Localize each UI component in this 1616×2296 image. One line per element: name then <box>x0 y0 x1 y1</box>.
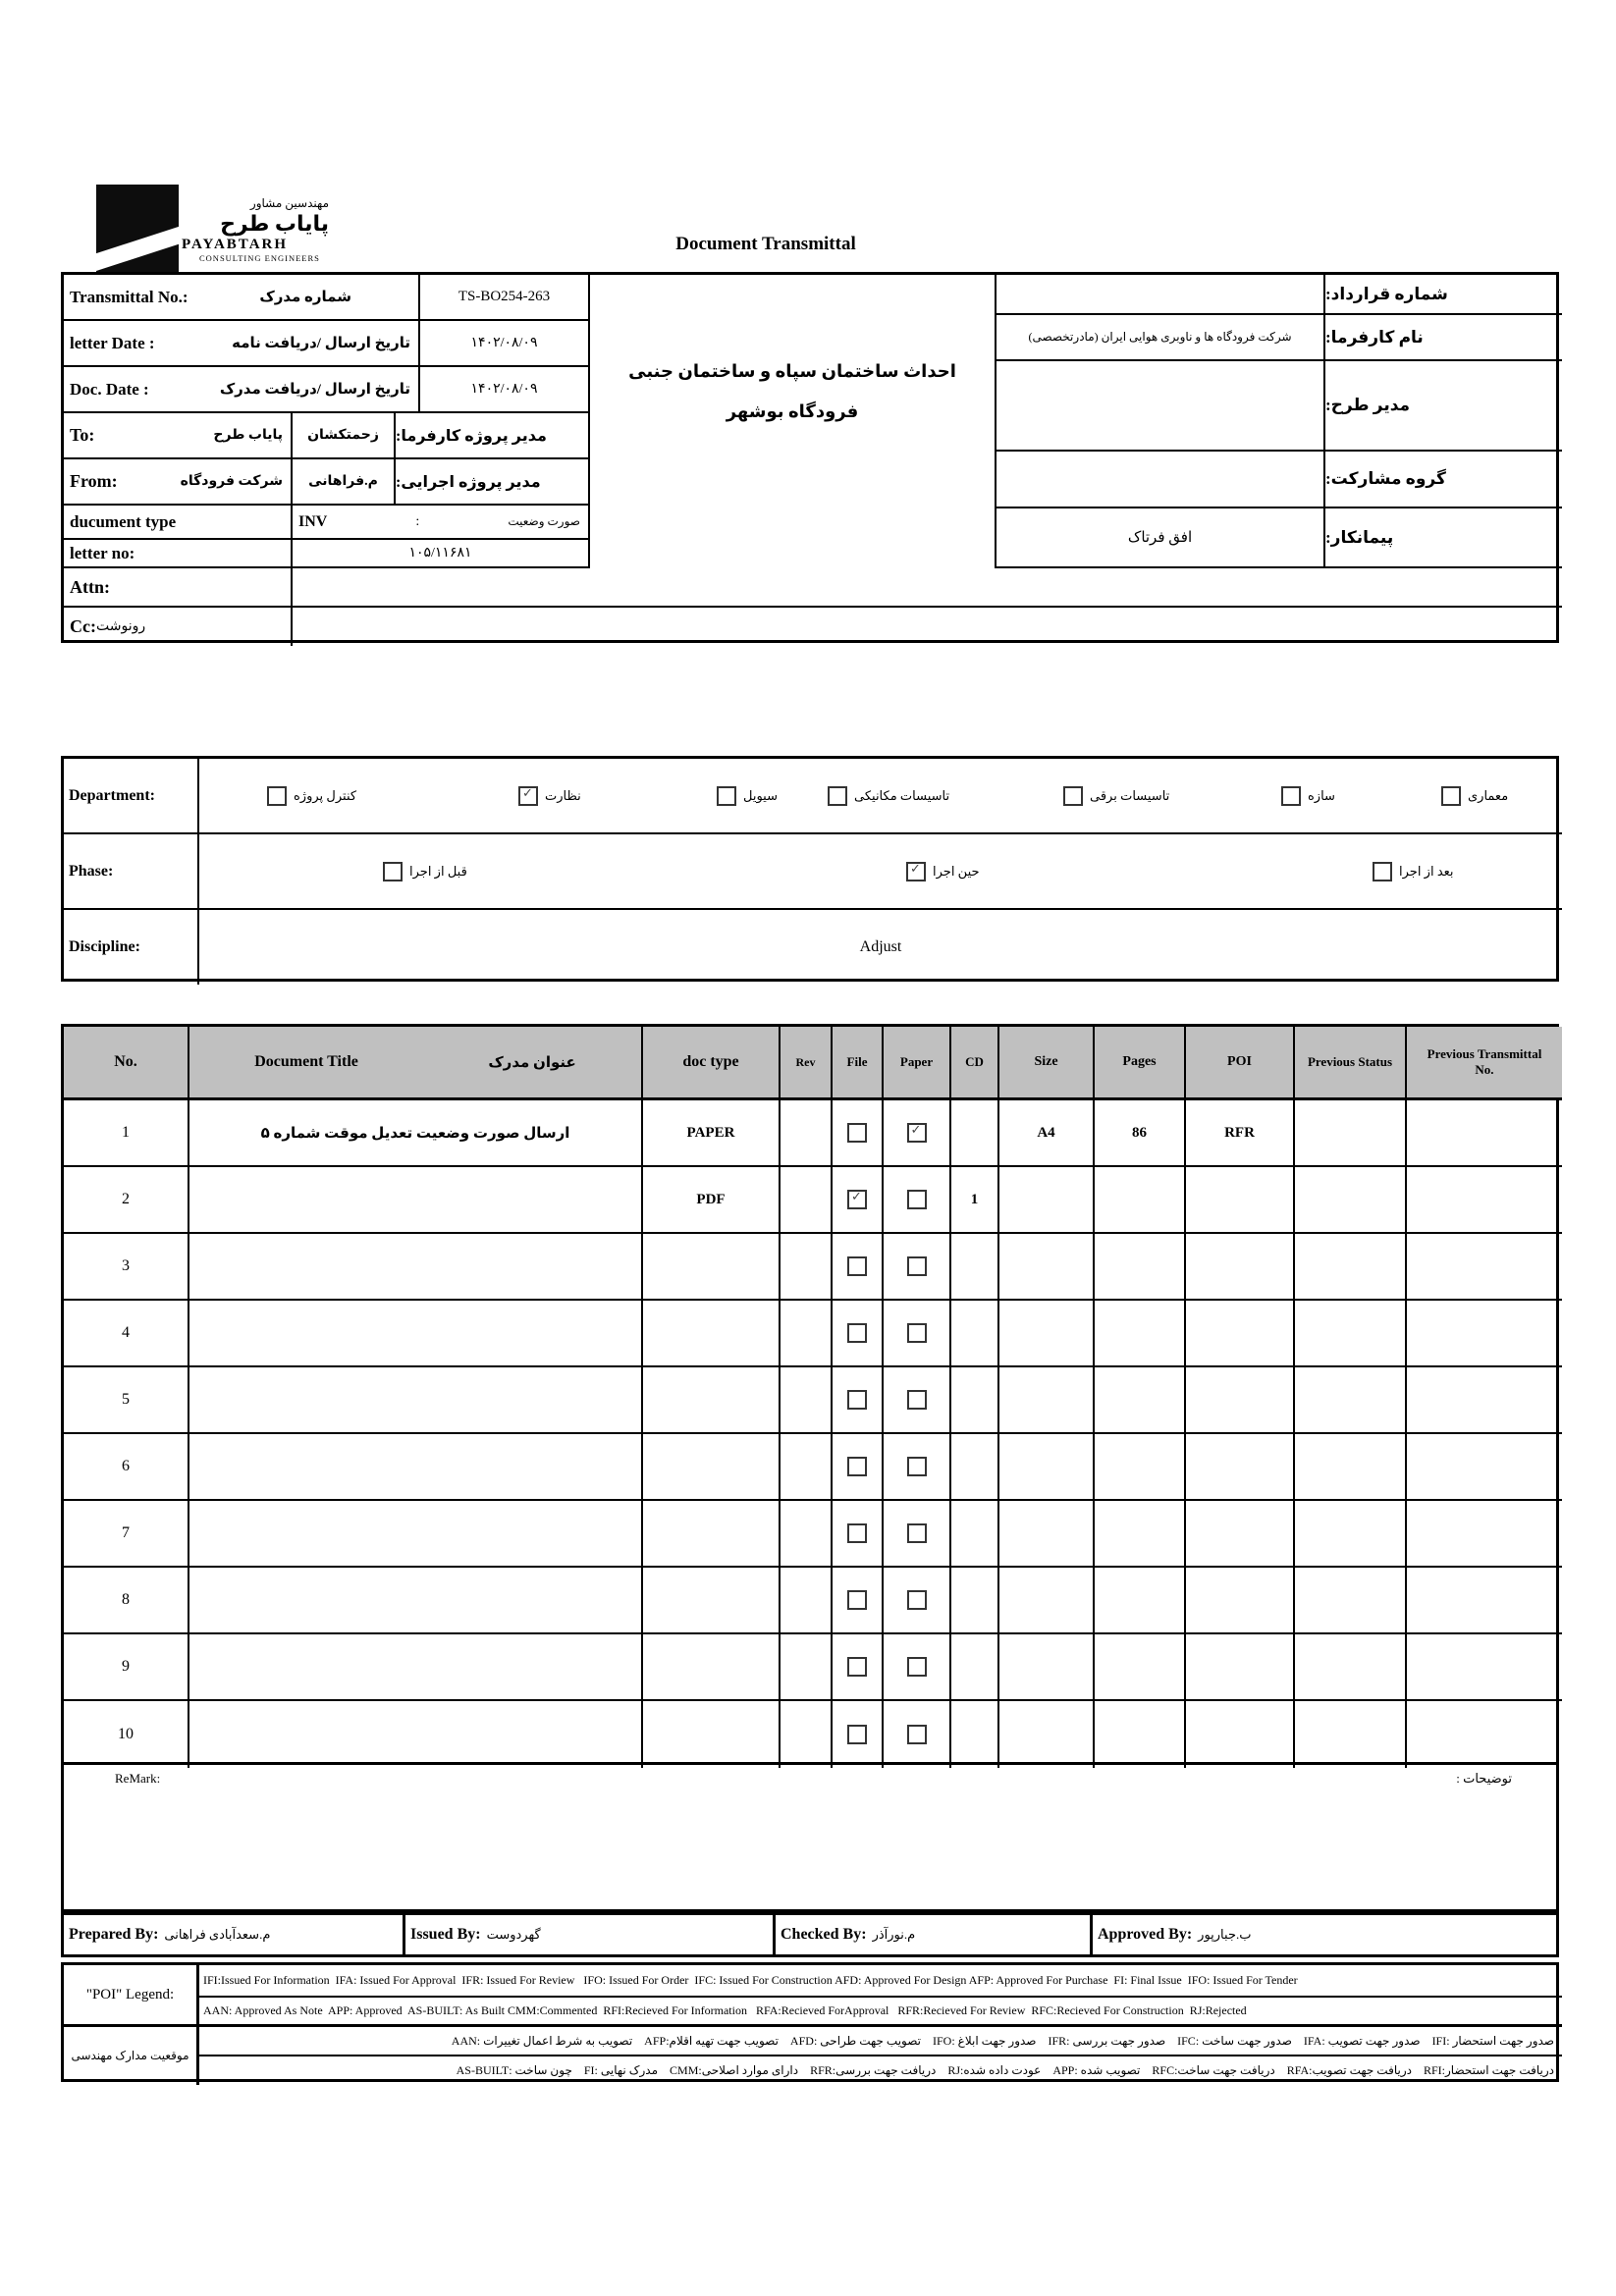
logo-fa-tagline: مهندسین مشاور <box>249 196 329 210</box>
col-header-pages: Pages <box>1095 1027 1186 1100</box>
letter-date-label-en: letter Date : <box>70 333 155 352</box>
cell-doc_type-row-2: PDF <box>643 1167 781 1234</box>
cell-title-row-2 <box>189 1167 643 1234</box>
doc-status-label-fa: موقعیت مدارک مهندسی <box>64 2027 199 2085</box>
cell-cd-row-4 <box>951 1301 999 1367</box>
checkbox-architecture[interactable] <box>1441 786 1461 806</box>
cell-title-row-5 <box>189 1367 643 1434</box>
cell-poi-row-8 <box>1186 1568 1295 1634</box>
cell-prev_transmittal-row-1 <box>1407 1100 1562 1167</box>
cell-cd-row-5 <box>951 1367 999 1434</box>
from-value: شرکت فرودگاه <box>180 474 283 489</box>
letter-date-value: ۱۴۰۲/۰۸/۰۹ <box>420 321 590 367</box>
remark-area <box>61 1765 1559 1912</box>
cell-paper-row-1 <box>884 1100 951 1167</box>
remark-label-fa: توضیحات : <box>1456 1771 1512 1786</box>
cell-doc_type-row-5 <box>643 1367 781 1434</box>
cell-prev_transmittal-row-4 <box>1407 1301 1562 1367</box>
paper-checkbox-row-6[interactable] <box>907 1457 927 1476</box>
doc-date-value: ۱۴۰۲/۰۸/۰۹ <box>420 367 590 413</box>
cc-label-fa: رونوشت <box>95 619 146 634</box>
cell-doc_type-row-10 <box>643 1701 781 1768</box>
cell-paper-row-2 <box>884 1167 951 1234</box>
cell-cd-row-1 <box>951 1100 999 1167</box>
attn-label: Attn: <box>70 576 110 597</box>
paper-checkbox-row-1[interactable] <box>907 1123 927 1143</box>
cell-doc_type-row-7 <box>643 1501 781 1568</box>
cell-pages-row-2 <box>1095 1167 1186 1234</box>
cell-poi-row-4 <box>1186 1301 1295 1367</box>
cell-size-row-7 <box>999 1501 1095 1568</box>
cell-rev-row-6 <box>781 1434 833 1501</box>
file-checkbox-row-5[interactable] <box>847 1390 867 1410</box>
transmittal-no-label-fa: شماره مدرک <box>259 290 351 305</box>
project-title-line1: احداث ساختمان سپاه و ساختمان جنبی <box>628 361 956 381</box>
cell-rev-row-9 <box>781 1634 833 1701</box>
department-item-control-project: کنترل پروژه <box>267 786 356 806</box>
doc-type-colon: : <box>415 513 420 529</box>
cell-paper-row-6 <box>884 1434 951 1501</box>
department-item-architecture: معماری <box>1441 786 1508 806</box>
cell-prev_transmittal-row-6 <box>1407 1434 1562 1501</box>
cell-file-row-1 <box>833 1100 884 1167</box>
cell-rev-row-8 <box>781 1568 833 1634</box>
file-checkbox-row-2[interactable] <box>847 1190 867 1209</box>
file-checkbox-row-8[interactable] <box>847 1590 867 1610</box>
cell-paper-row-7 <box>884 1501 951 1568</box>
col-header-doctype: doc type <box>643 1027 781 1100</box>
col-header-prev-transmittal: Previous Transmittal No. <box>1407 1027 1562 1100</box>
checkbox-structure[interactable] <box>1281 786 1301 806</box>
cell-title-row-8 <box>189 1568 643 1634</box>
approved-by-cell <box>1093 1915 1562 1954</box>
signature-row <box>61 1912 1559 1957</box>
cell-prev_status-row-1 <box>1295 1100 1407 1167</box>
department-label: Department: <box>64 759 199 834</box>
contract-no-value <box>997 275 1325 315</box>
cell-prev_status-row-10 <box>1295 1701 1407 1768</box>
paper-checkbox-row-3[interactable] <box>907 1256 927 1276</box>
doc-date-label-fa: تاریخ ارسال /دریافت مدرک <box>219 382 410 398</box>
cell-no-row-3: 3 <box>64 1234 189 1301</box>
cell-doc_type-row-1: PAPER <box>643 1100 781 1167</box>
cell-size-row-6 <box>999 1434 1095 1501</box>
checkbox-control-project[interactable] <box>267 786 287 806</box>
cc-value <box>293 608 1562 646</box>
cell-rev-row-10 <box>781 1701 833 1768</box>
cell-rev-row-2 <box>781 1167 833 1234</box>
to-value: پایاب طرح <box>213 428 283 443</box>
poi-legend-table <box>61 1962 1559 2082</box>
cell-no-row-1: 1 <box>64 1100 189 1167</box>
transmittal-no-value: TS-BO254-263 <box>420 275 590 321</box>
cell-prev_transmittal-row-2 <box>1407 1167 1562 1234</box>
transmittal-no-label-en: Transmittal No.: <box>70 287 189 306</box>
col-header-rev: Rev <box>781 1027 833 1100</box>
document-table <box>61 1024 1559 1765</box>
cell-prev_status-row-3 <box>1295 1234 1407 1301</box>
col-header-size: Size <box>999 1027 1095 1100</box>
from-person: م.فراهانی <box>293 459 396 506</box>
contractor-label: پیمانکار: <box>1325 508 1562 568</box>
cell-size-row-2 <box>999 1167 1095 1234</box>
issued-by-value: گهردوست <box>486 1927 541 1942</box>
department-item-civil: سیویل <box>717 786 778 806</box>
prepared-by-cell <box>64 1915 405 1954</box>
issued-by-label: Issued By: <box>410 1926 481 1943</box>
file-checkbox-row-7[interactable] <box>847 1523 867 1543</box>
cell-file-row-5 <box>833 1367 884 1434</box>
design-manager-value <box>997 361 1325 452</box>
project-title-cell <box>590 275 997 568</box>
paper-checkbox-row-4[interactable] <box>907 1323 927 1343</box>
letter-no-row <box>64 540 293 568</box>
to-row <box>64 413 293 459</box>
to-role: مدیر پروژه کارفرما: <box>396 413 590 459</box>
doc-type-value-cell <box>293 506 590 540</box>
cell-pages-row-6 <box>1095 1434 1186 1501</box>
col-header-cd: CD <box>951 1027 999 1100</box>
project-title-line2: فرودگاه بوشهر <box>726 401 859 421</box>
page-title: Document Transmittal <box>675 234 856 254</box>
cell-file-row-7 <box>833 1501 884 1568</box>
cell-no-row-8: 8 <box>64 1568 189 1634</box>
col-header-title-fa: عنوان مدرک <box>488 1054 576 1071</box>
cell-size-row-5 <box>999 1367 1095 1434</box>
cell-pages-row-10 <box>1095 1701 1186 1768</box>
department-options <box>199 759 1562 834</box>
prepared-by-label: Prepared By: <box>69 1926 159 1943</box>
cell-rev-row-4 <box>781 1301 833 1367</box>
cell-title-row-7 <box>189 1501 643 1568</box>
letter-no-label: letter no: <box>70 543 135 562</box>
letter-no-value: ۱۰۵/۱۱۶۸۱ <box>293 540 590 568</box>
cell-poi-row-1: RFR <box>1186 1100 1295 1167</box>
cell-rev-row-7 <box>781 1501 833 1568</box>
from-row <box>64 459 293 506</box>
jv-group-value <box>997 452 1325 508</box>
cell-poi-row-6 <box>1186 1434 1295 1501</box>
checkbox-civil[interactable] <box>717 786 736 806</box>
cell-size-row-10 <box>999 1701 1095 1768</box>
cell-cd-row-6 <box>951 1434 999 1501</box>
checked-by-cell <box>776 1915 1093 1954</box>
phase-item-after-execution: بعد از اجرا <box>1373 862 1454 881</box>
cell-poi-row-10 <box>1186 1701 1295 1768</box>
cell-size-row-3 <box>999 1234 1095 1301</box>
from-label: From: <box>70 471 118 491</box>
letter-date-row <box>64 321 420 367</box>
attn-value <box>293 568 1562 608</box>
paper-checkbox-row-2[interactable] <box>907 1190 927 1209</box>
cell-file-row-9 <box>833 1634 884 1701</box>
cell-title-row-6 <box>189 1434 643 1501</box>
cell-title-row-1: ارسال صورت وضعیت تعدیل موقت شماره ۵ <box>189 1100 643 1167</box>
doc-type-fa: صورت وضعیت <box>508 514 580 528</box>
cell-poi-row-9 <box>1186 1634 1295 1701</box>
cell-pages-row-9 <box>1095 1634 1186 1701</box>
to-person: زحمتکشان <box>293 413 396 459</box>
cell-pages-row-5 <box>1095 1367 1186 1434</box>
department-item-mechanical: تاسیسات مکانیکی <box>828 786 949 806</box>
file-checkbox-row-9[interactable] <box>847 1657 867 1677</box>
department-item-electrical: تاسیسات برقی <box>1063 786 1169 806</box>
transmittal-no-row <box>64 275 420 321</box>
cell-cd-row-3 <box>951 1234 999 1301</box>
poi-legend-en-line2: AAN: Approved As Note APP: Approved AS-BUILT: As Built CMM:Commented RFI:Recieved For Information RFA:Recieved ForApproval RFR:Recieved For Review RFC:Recieved For Construction RJ:Rejected <box>199 1998 1562 2027</box>
cell-no-row-6: 6 <box>64 1434 189 1501</box>
cell-file-row-10 <box>833 1701 884 1768</box>
paper-checkbox-row-10[interactable] <box>907 1725 927 1744</box>
contractor-value: افق فرتاک <box>997 508 1325 568</box>
cell-file-row-2 <box>833 1167 884 1234</box>
prepared-by-value: م.سعدآبادی فراهانی <box>164 1927 271 1942</box>
cell-paper-row-8 <box>884 1568 951 1634</box>
cell-no-row-9: 9 <box>64 1634 189 1701</box>
file-checkbox-row-10[interactable] <box>847 1725 867 1744</box>
doc-type-label: ducument type <box>70 511 177 531</box>
cell-paper-row-10 <box>884 1701 951 1768</box>
payabtarh-logo-icon <box>96 185 179 275</box>
cell-poi-row-3 <box>1186 1234 1295 1301</box>
col-header-title-en: Document Title <box>254 1053 358 1070</box>
remark-label: ReMark: <box>115 1771 161 1786</box>
checkbox-after-execution[interactable] <box>1373 862 1392 881</box>
cell-title-row-3 <box>189 1234 643 1301</box>
checkbox-before-execution[interactable] <box>383 862 403 881</box>
cell-prev_status-row-8 <box>1295 1568 1407 1634</box>
cell-pages-row-8 <box>1095 1568 1186 1634</box>
cell-no-row-2: 2 <box>64 1167 189 1234</box>
cell-rev-row-3 <box>781 1234 833 1301</box>
cc-row <box>64 608 293 646</box>
checkbox-during-execution[interactable] <box>906 862 926 881</box>
cell-file-row-4 <box>833 1301 884 1367</box>
cell-prev_status-row-4 <box>1295 1301 1407 1367</box>
doc-date-row <box>64 367 420 413</box>
paper-checkbox-row-8[interactable] <box>907 1590 927 1610</box>
cell-cd-row-10 <box>951 1701 999 1768</box>
phase-item-during-execution: ✓ حین اجرا <box>906 862 980 881</box>
col-header-title <box>189 1027 643 1100</box>
cell-prev_status-row-5 <box>1295 1367 1407 1434</box>
phase-label: Phase: <box>64 834 199 910</box>
cell-prev_status-row-7 <box>1295 1501 1407 1568</box>
logo-slash-shape <box>96 215 179 275</box>
logo-en-name: PAYABTARH <box>182 237 289 253</box>
phase-item-before-execution: قبل از اجرا <box>383 862 467 881</box>
cell-no-row-4: 4 <box>64 1301 189 1367</box>
cell-prev_transmittal-row-8 <box>1407 1568 1562 1634</box>
cell-doc_type-row-8 <box>643 1568 781 1634</box>
attn-row <box>64 568 293 608</box>
cell-pages-row-4 <box>1095 1301 1186 1367</box>
cell-paper-row-5 <box>884 1367 951 1434</box>
cell-no-row-7: 7 <box>64 1501 189 1568</box>
cell-prev_transmittal-row-7 <box>1407 1501 1562 1568</box>
cell-prev_status-row-6 <box>1295 1434 1407 1501</box>
cell-cd-row-8 <box>951 1568 999 1634</box>
cell-prev_transmittal-row-3 <box>1407 1234 1562 1301</box>
cell-paper-row-9 <box>884 1634 951 1701</box>
cell-pages-row-3 <box>1095 1234 1186 1301</box>
cell-prev_transmittal-row-9 <box>1407 1634 1562 1701</box>
cell-poi-row-7 <box>1186 1501 1295 1568</box>
checkbox-mechanical[interactable] <box>828 786 847 806</box>
poi-legend-fa-line2: دریافت جهت استحضار:RFI دریافت جهت تصویب:RFA دریافت جهت ساخت:RFC تصویب شده :APP عودت داده شده:RJ دریافت جهت بررسی:RFR دارای موارد اصلاحی:CMM مدرک نهایی :FI چون ساخت :AS-BUILT <box>456 2063 1554 2077</box>
paper-checkbox-row-7[interactable] <box>907 1523 927 1543</box>
cell-cd-row-2: 1 <box>951 1167 999 1234</box>
cell-no-row-10: 10 <box>64 1701 189 1768</box>
doc-date-label-en: Doc. Date : <box>70 379 149 399</box>
checks-table <box>61 756 1559 982</box>
col-header-prev-status: Previous Status <box>1295 1027 1407 1100</box>
contract-no-label: شماره قرارداد: <box>1325 275 1562 315</box>
cell-size-row-9 <box>999 1634 1095 1701</box>
logo-fa-name: پایاب طرح <box>220 211 329 236</box>
col-header-no: No. <box>64 1027 189 1100</box>
cell-prev_transmittal-row-5 <box>1407 1367 1562 1434</box>
cell-rev-row-5 <box>781 1367 833 1434</box>
letter-date-label-fa: تاریخ ارسال /دریافت نامه <box>232 336 410 351</box>
client-label: نام کارفرما: <box>1325 315 1562 361</box>
cell-cd-row-7 <box>951 1501 999 1568</box>
poi-legend-fa-line1: صدور جهت استحضار :IFI صدور جهت تصویب :IFA صدور جهت ساخت :IFC صدور جهت بررسی :IFR صدور جهت ابلاغ :IFO تصویب جهت طراحی :AFD تصویب جهت تهیه اقلام:AFP تصویب به شرط اعمال تغییرات :AAN <box>199 2027 1562 2056</box>
cell-doc_type-row-4 <box>643 1301 781 1367</box>
approved-by-value: ب.جبارپور <box>1198 1927 1252 1942</box>
poi-legend-label: "POI" Legend: <box>64 1965 199 2027</box>
jv-group-label: گروه مشارکت: <box>1325 452 1562 508</box>
file-checkbox-row-6[interactable] <box>847 1457 867 1476</box>
cell-title-row-9 <box>189 1634 643 1701</box>
poi-legend-en-line1: IFI:Issued For Information IFA: Issued For Approval IFR: Issued For Review IFO: Issued For Order IFC: Issued For Construction AFD: Approved For Design AFP: Approved For Purchase FI: Final Issue IFO: Issued For Tender <box>199 1965 1562 1998</box>
file-checkbox-row-3[interactable] <box>847 1256 867 1276</box>
cell-file-row-3 <box>833 1234 884 1301</box>
discipline-value: Adjust <box>859 938 902 955</box>
cell-size-row-4 <box>999 1301 1095 1367</box>
issued-by-cell <box>405 1915 776 1954</box>
cc-label: Cc: <box>70 616 96 636</box>
cell-cd-row-9 <box>951 1634 999 1701</box>
doc-type-row <box>64 506 293 540</box>
cell-paper-row-4 <box>884 1301 951 1367</box>
cell-no-row-5: 5 <box>64 1367 189 1434</box>
cell-size-row-8 <box>999 1568 1095 1634</box>
from-role: مدیر پروژه اجرایی: <box>396 459 590 506</box>
checked-by-label: Checked By: <box>781 1926 867 1943</box>
col-header-paper: Paper <box>884 1027 951 1100</box>
cell-doc_type-row-6 <box>643 1434 781 1501</box>
checkbox-electrical[interactable] <box>1063 786 1083 806</box>
logo-text-block <box>182 196 329 263</box>
discipline-label: Discipline: <box>64 910 199 985</box>
cell-title-row-4 <box>189 1301 643 1367</box>
file-checkbox-row-4[interactable] <box>847 1323 867 1343</box>
file-checkbox-row-1[interactable] <box>847 1123 867 1143</box>
approved-by-label: Approved By: <box>1098 1926 1193 1943</box>
to-label: To: <box>70 425 95 445</box>
cell-pages-row-1: 86 <box>1095 1100 1186 1167</box>
cell-file-row-6 <box>833 1434 884 1501</box>
header-table <box>61 272 1559 643</box>
cell-prev_status-row-2 <box>1295 1167 1407 1234</box>
cell-rev-row-1 <box>781 1100 833 1167</box>
col-header-poi: POI <box>1186 1027 1295 1100</box>
cell-doc_type-row-3 <box>643 1234 781 1301</box>
department-item-structure: سازه <box>1281 786 1335 806</box>
paper-checkbox-row-9[interactable] <box>907 1657 927 1677</box>
cell-title-row-10 <box>189 1701 643 1768</box>
col-header-file: File <box>833 1027 884 1100</box>
cell-poi-row-2 <box>1186 1167 1295 1234</box>
cell-doc_type-row-9 <box>643 1634 781 1701</box>
cell-size-row-1: A4 <box>999 1100 1095 1167</box>
cell-paper-row-3 <box>884 1234 951 1301</box>
client-value: شرکت فرودگاه ها و ناوبری هوایی ایران (مادرتخصصی) <box>997 315 1325 361</box>
doc-type-value: INV <box>298 512 328 530</box>
cell-prev_transmittal-row-10 <box>1407 1701 1562 1768</box>
paper-checkbox-row-5[interactable] <box>907 1390 927 1410</box>
checkbox-supervision[interactable] <box>518 786 538 806</box>
phase-options <box>199 834 1562 910</box>
cell-file-row-8 <box>833 1568 884 1634</box>
cell-pages-row-7 <box>1095 1501 1186 1568</box>
design-manager-label: مدیر طرح: <box>1325 361 1562 452</box>
cell-poi-row-5 <box>1186 1367 1295 1434</box>
department-item-supervision: ✓ نظارت <box>518 786 581 806</box>
cell-prev_status-row-9 <box>1295 1634 1407 1701</box>
logo-en-tagline: CONSULTING ENGINEERS <box>199 253 320 264</box>
checked-by-value: م.نورآذر <box>872 1927 916 1942</box>
